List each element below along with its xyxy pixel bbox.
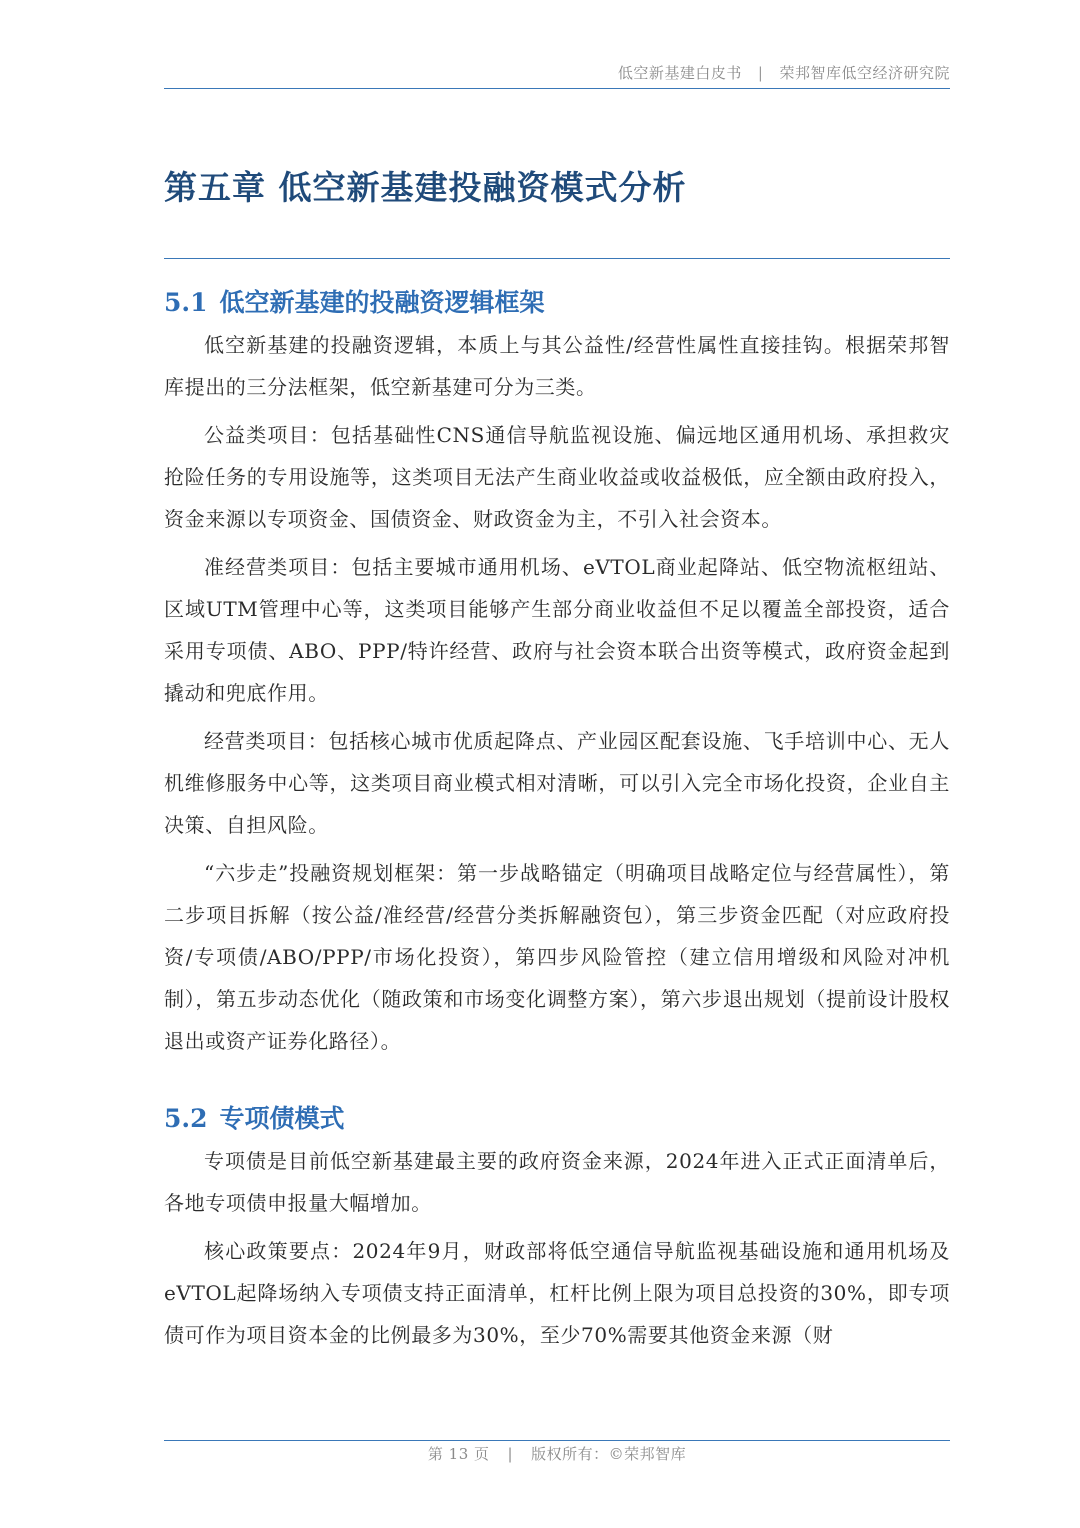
paragraph: 专项债是目前低空新基建最主要的政府资金来源，2024年进入正式正面清单后，各地专项债申报量大幅增加。 — [164, 1149, 950, 1215]
paragraph: 低空新基建的投融资逻辑，本质上与其公益性/经营性属性直接挂钩。根据荣邦智库提出的三分法框架，低空新基建可分为三类。 — [164, 333, 950, 399]
paragraph: 经营类项目：包括核心城市优质起降点、产业园区配套设施、飞手培训中心、无人机维修服务中心等，这类项目商业模式相对清晰，可以引入完全市场化投资，企业自主决策、自担风险。 — [164, 729, 950, 837]
main-content — [164, 282, 950, 1362]
paragraph: 核心政策要点：2024年9月，财政部将低空通信导航监视基础设施和通用机场及eVTOL起降场纳入专项债支持正面清单，杠杆比例上限为项目总投资的30%，即专项债可作为项目资本金的比例最多为30%，至少70%需要其他资金来源（财 — [164, 1239, 950, 1347]
footer-divider — [164, 1440, 950, 1441]
section-number: 5.1 — [164, 288, 208, 317]
chapter-divider — [164, 258, 950, 259]
paragraph: 准经营类项目：包括主要城市通用机场、eVTOL商业起降站、低空物流枢纽站、区域UTM管理中心等，这类项目能够产生部分商业收益但不足以覆盖全部投资，适合采用专项债、ABO、PPP/特许经营、政府与社会资本联合出资等模式，政府资金起到撬动和兜底作用。 — [164, 555, 950, 705]
section-heading-5-2 — [164, 1098, 950, 1140]
footer-separator: | — [507, 1445, 514, 1463]
page-footer — [164, 1443, 950, 1464]
paragraph: “六步走”投融资规划框架：第一步战略锚定（明确项目战略定位与经营属性），第二步项目拆解（按公益/准经营/经营分类拆解融资包），第三步资金匹配（对应政府投资/专项债/ABO/PPP/市场化投资），第四步风险管控（建立信用增级和风险对冲机制），第五步动态优化（随政策和市场变化调整方案），第六步退出规划（提前设计股权退出或资产证券化路径）。 — [164, 861, 950, 1053]
page-header — [164, 62, 950, 86]
header-separator: | — [757, 64, 764, 82]
section-spacer — [164, 1068, 950, 1098]
section-heading-5-1 — [164, 282, 950, 324]
page-number: 第 13 页 — [427, 1445, 490, 1463]
paragraph: 公益类项目：包括基础性CNS通信导航监视设施、偏远地区通用机场、承担救灾抢险任务的专用设施等，这类项目无法产生商业收益或收益极低，应全额由政府投入，资金来源以专项资金、国债资金、财政资金为主，不引入社会资本。 — [164, 423, 950, 531]
section-title: 低空新基建的投融资逻辑框架 — [219, 288, 545, 317]
section-number: 5.2 — [164, 1104, 208, 1133]
header-org-name: 荣邦智库低空经济研究院 — [779, 64, 950, 82]
copyright-text: 版权所有：©荣邦智库 — [531, 1445, 687, 1463]
chapter-title: 第五章 低空新基建投融资模式分析 — [164, 168, 687, 207]
header-divider — [164, 88, 950, 89]
header-doc-title: 低空新基建白皮书 — [617, 64, 742, 82]
section-title: 专项债模式 — [219, 1104, 345, 1133]
